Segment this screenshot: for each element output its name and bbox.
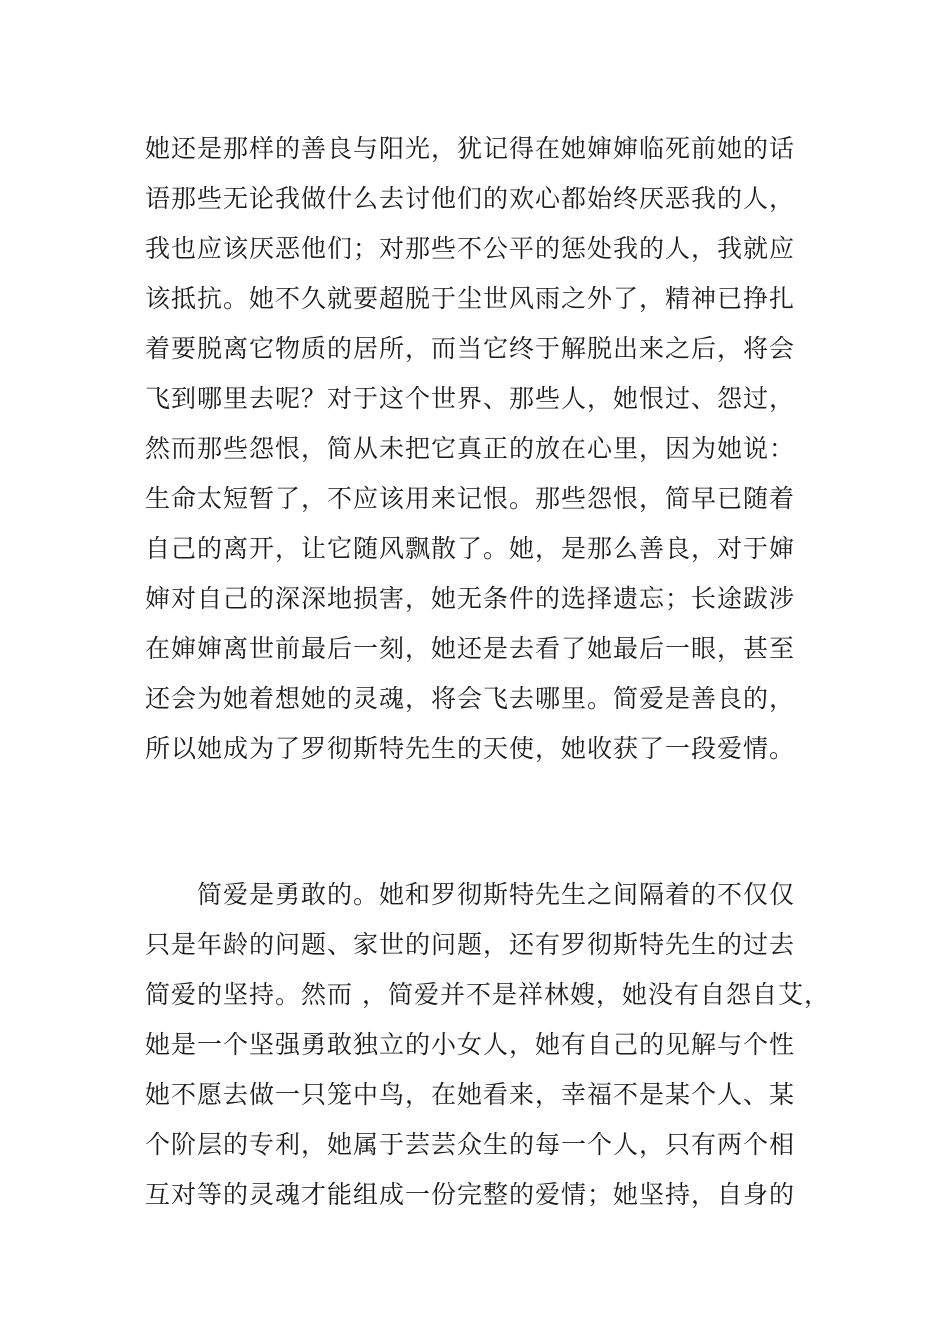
text-line: 互对等的灵魂才能组成一份完整的爱情；她坚持，自身的: [145, 1180, 796, 1209]
paragraph-kindness: [145, 124, 815, 774]
text-line: 语那些无论我做什么去讨他们的欢心都始终厌恶我的人，: [145, 184, 796, 213]
text-line: 飞到哪里去呢？对于这个世界、那些人，她恨过、怨过，: [145, 384, 796, 413]
text-line: 个阶层的专利，她属于芸芸众生的每一个人，只有两个相: [145, 1130, 796, 1159]
text-line: 着要脱离它物质的居所，而当它终于解脱出来之后，将会: [145, 334, 796, 363]
text-line: 生命太短暂了，不应该用来记恨。那些怨恨，简早已随着: [145, 484, 796, 513]
text-line: 简爱是勇敢的。她和罗彻斯特先生之间隔着的不仅仅: [145, 880, 796, 909]
paragraph-courage: [145, 870, 830, 1220]
text-line: 所以她成为了罗彻斯特先生的天使，她收获了一段爱情。: [145, 734, 796, 763]
text-line: 她不愿去做一只笼中鸟，在她看来，幸福不是某个人、某: [145, 1080, 796, 1109]
text-line: 该抵抗。她不久就要超脱于尘世风雨之外了，精神已挣扎: [145, 284, 796, 313]
text-line: 我也应该厌恶他们；对那些不公平的惩处我的人，我就应: [145, 234, 796, 263]
text-line: 她还是那样的善良与阳光，犹记得在她婶婶临死前她的话: [145, 134, 796, 163]
text-line: 还会为她着想她的灵魂，将会飞去哪里。简爱是善良的，: [145, 684, 796, 713]
text-line: 只是年龄的问题、家世的问题，还有罗彻斯特先生的过去: [145, 930, 796, 959]
text-line: 自己的离开，让它随风飘散了。她，是那么善良，对于婶: [145, 534, 796, 563]
text-line: 她是一个坚强勇敢独立的小女人，她有自己的见解与个性: [145, 1030, 796, 1059]
text-line: 然而那些怨恨，简从未把它真正的放在心里，因为她说：: [145, 434, 796, 463]
text-line: 婶对自己的深深地损害，她无条件的选择遗忘；长途跋涉: [145, 584, 796, 613]
text-line: 简爱的坚持。然而 ，简爱并不是祥林嫂，她没有自怨自艾，: [145, 980, 830, 1009]
text-line: 在婶婶离世前最后一刻，她还是去看了她最后一眼，甚至: [145, 634, 796, 663]
